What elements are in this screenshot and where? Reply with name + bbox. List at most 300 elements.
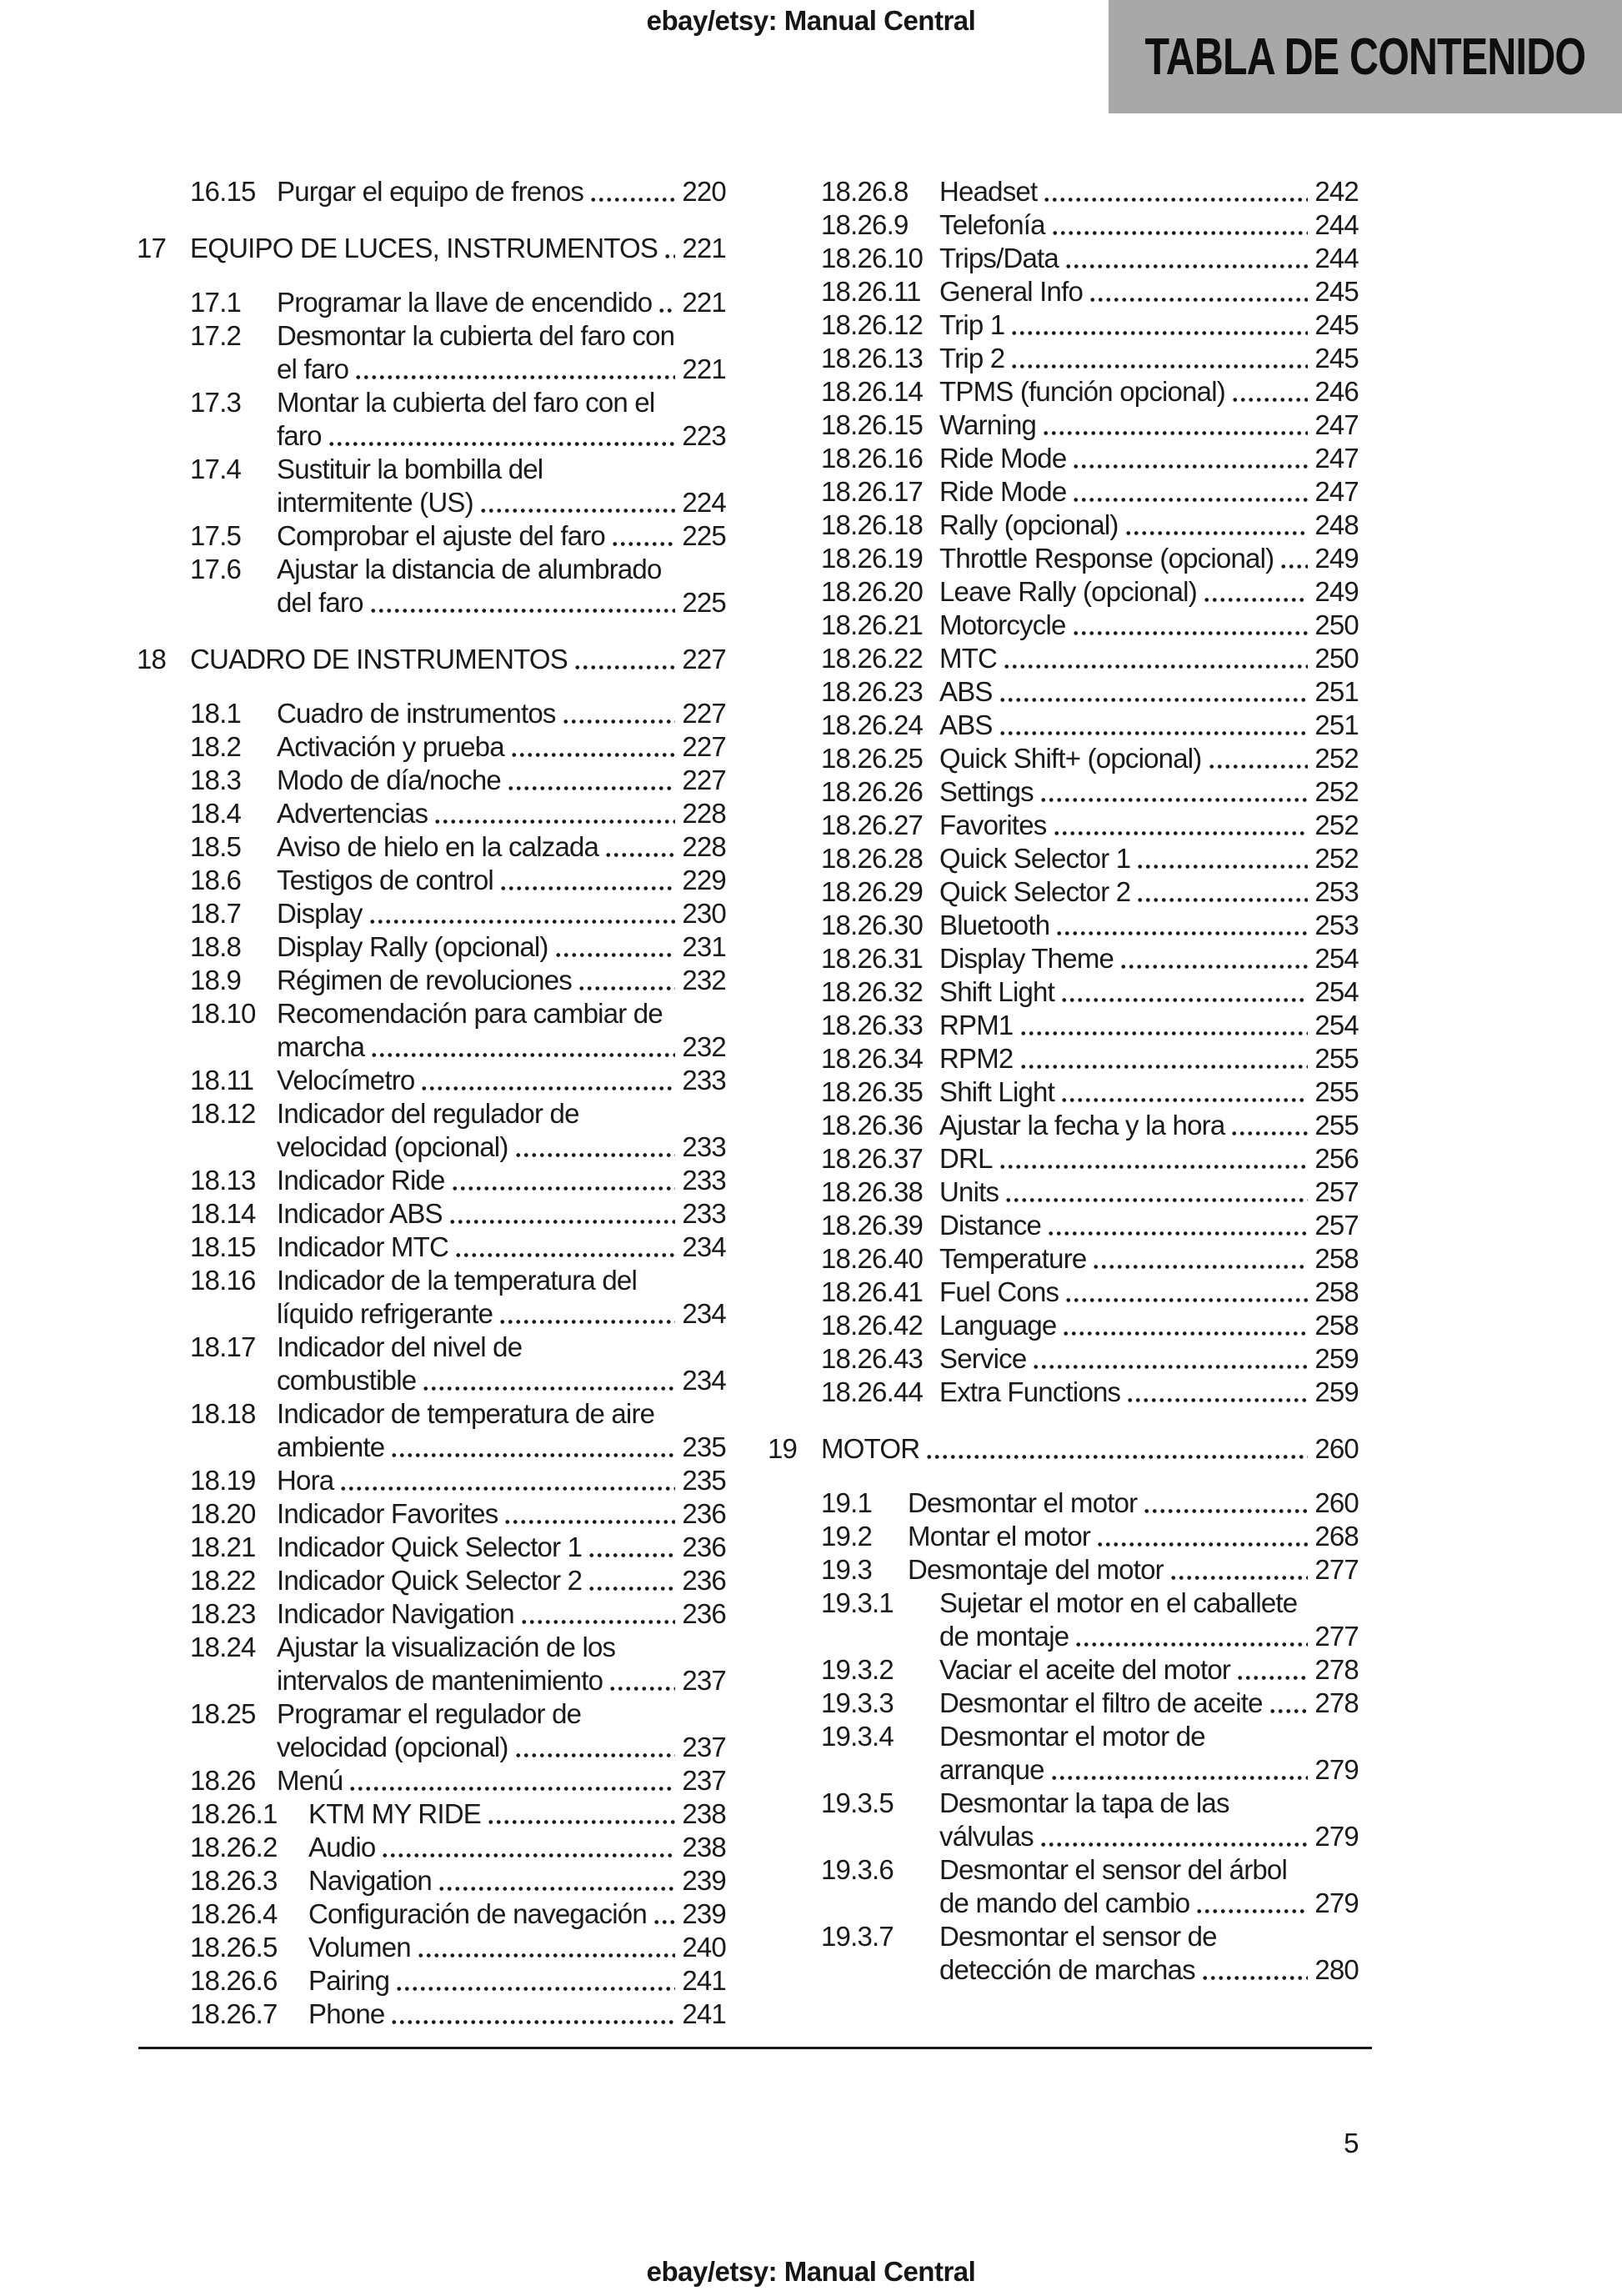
toc-entry-body [277,830,726,864]
toc-entry-body [939,1687,1359,1720]
dot-leader [1003,664,1308,669]
toc-entry [821,875,1359,909]
toc-entry-title: ambiente [277,1431,385,1462]
toc-entry-line [939,509,1359,542]
toc-entry-title: combustible [277,1365,417,1396]
toc-entry-number: 18.26.35 [821,1076,924,1107]
toc-entry-title: Display [277,898,363,929]
toc-entry [190,1764,726,1797]
toc-entry-body [308,1797,726,1831]
toc-entry-page: 239 [682,1865,726,1896]
dot-leader [420,1085,675,1091]
toc-entry-body [939,308,1359,342]
toc-entry-number: 19.3.2 [821,1654,894,1685]
toc-entry-title: Favorites [939,810,1047,840]
toc-entry-line [939,208,1359,242]
toc-entry-page: 231 [682,931,726,962]
toc-entry-title: velocidad (opcional) [277,1131,508,1162]
toc-entry [190,519,726,553]
dot-leader [499,885,675,891]
toc-entry [821,1920,1359,1987]
toc-entry-page: 229 [682,865,726,895]
toc-entry-title: Velocímetro [277,1065,415,1095]
toc-entry [190,386,726,453]
toc-entry-number: 18.26.29 [821,876,924,907]
toc-entry-title: TPMS (función opcional) [939,376,1225,407]
toc-entry-line [939,275,1359,308]
toc-entry-number: 18.7 [190,898,242,929]
toc-entry-body [277,1331,726,1397]
toc-entry-line [277,930,726,964]
dot-leader [390,2019,675,2025]
toc-entry-body [277,1564,726,1597]
toc-entry-page: 227 [682,731,726,762]
toc-entry-page: 221 [682,233,726,263]
toc-entry-number: 18.26.40 [821,1243,924,1274]
toc-entry-page: 258 [1314,1310,1359,1341]
toc-entry-body [308,1897,726,1931]
dot-leader [608,1686,675,1692]
toc-entry-title: Telefonía [939,209,1045,240]
toc-entry-title: Indicador Quick Selector 1 [277,1532,583,1562]
dot-leader [1208,764,1308,770]
toc-entry-title: Aviso de hielo en la calzada [277,831,599,862]
toc-entry-page: 240 [682,1932,726,1963]
toc-entry-line [308,1998,726,2031]
toc-entry [821,975,1359,1009]
toc-entry [190,175,726,208]
toc-entry-body [939,975,1359,1009]
dot-leader [514,1752,675,1758]
toc-entry-line: Desmontar el sensor de [939,1921,1217,1952]
toc-entry-title: Extra Functions [939,1376,1121,1407]
toc-entry-line: Indicador de la temperatura del [277,1265,637,1296]
toc-entry-title: Indicador ABS [277,1198,443,1229]
toc-entry-body [277,1764,726,1797]
toc-entry-body [939,875,1359,909]
toc-entry-number: 18.5 [190,831,242,862]
toc-entry [768,1432,1359,1466]
toc-entry [821,409,1359,442]
toc-entry-page: 245 [1314,309,1359,340]
dot-leader [1051,230,1308,236]
toc-entry-page: 223 [682,420,726,451]
toc-entry-number: 18.8 [190,931,242,962]
toc-entry-line [277,419,726,453]
toc-entry-line [277,286,726,319]
toc-entry-body [277,1097,726,1164]
toc-entry-body [277,1264,726,1331]
toc-entry-page: 277 [1314,1621,1359,1652]
toc-entry [190,1497,726,1531]
toc-entry-line [277,1664,726,1697]
toc-entry-title: líquido refrigerante [277,1298,493,1329]
toc-entry-line [939,1342,1359,1376]
toc-entry-line [190,643,726,676]
toc-entry-title: velocidad (opcional) [277,1732,508,1762]
dot-leader [1279,564,1308,569]
toc-entry-title: Fuel Cons [939,1276,1059,1307]
toc-entry-title: MOTOR [821,1433,920,1464]
toc-entry-number: 18.26.24 [821,709,924,740]
toc-entry [190,553,726,619]
toc-entry-page: 250 [1314,609,1359,640]
toc-entry-body [939,575,1359,609]
toc-entry [821,542,1359,575]
toc-entry-number: 18.26.5 [190,1932,278,1963]
toc-entry-title: Ajustar la fecha y la hora [939,1110,1225,1140]
toc-entry-page: 233 [682,1131,726,1162]
toc-entry-body [277,1164,726,1197]
toc-entry-title: Menú [277,1765,343,1796]
toc-entry-line [939,642,1359,675]
toc-entry-number: 18.25 [190,1698,256,1729]
toc-entry [190,764,726,797]
toc-entry-line [308,1897,726,1931]
dot-leader [999,1164,1308,1170]
toc-entry-title: marcha [277,1031,365,1062]
toc-entry-body [190,232,726,265]
dot-leader [1010,330,1308,336]
toc-entry-page: 234 [682,1298,726,1329]
toc-entry [821,1142,1359,1176]
toc-entry [190,1164,726,1197]
toc-entry-number: 18.4 [190,798,242,829]
toc-entry-line [277,1464,726,1497]
toc-entry-page: 221 [682,353,726,384]
toc-entry-number: 18.26.1 [190,1798,278,1829]
toc-entry [821,942,1359,975]
toc-entry-page: 253 [1314,876,1359,907]
toc-entry-title: Modo de día/noche [277,764,501,795]
toc-entry-line [939,442,1359,475]
dot-leader [438,1886,675,1892]
toc-entry-number: 18.26.19 [821,543,924,574]
toc-entry-number: 18.17 [190,1331,256,1362]
toc-entry-title: Trip 1 [939,309,1005,340]
dot-leader [487,1819,675,1825]
toc-entry-page: 227 [682,644,726,674]
dot-leader [368,919,675,925]
toc-entry-page: 255 [1314,1076,1359,1107]
toc-entry-number: 18.26.8 [821,176,909,207]
toc-entry [190,1564,726,1597]
dot-leader [395,1986,675,1992]
toc-entry-body [939,1242,1359,1276]
toc-entry-body [939,742,1359,775]
dot-leader [588,1552,675,1558]
toc-entry-line [277,1364,726,1397]
toc-entry-title: ABS [939,676,993,707]
toc-entry [821,1520,1359,1553]
toc-entry-body [277,697,726,730]
toc-entry-page: 258 [1314,1276,1359,1307]
toc-entry [190,697,726,730]
toc-entry-line [908,1486,1359,1520]
toc-entry-number: 18.26.16 [821,443,924,474]
toc-entry-body [277,1197,726,1231]
toc-entry-line [939,1376,1359,1409]
toc-entry [190,1864,726,1897]
toc-entry-body [908,1486,1359,1520]
toc-entry-line [190,232,726,265]
toc-entry-body [939,375,1359,409]
toc-entry-number: 18.26.36 [821,1110,924,1140]
toc-entry-page: 257 [1314,1210,1359,1241]
toc-entry-page: 279 [1314,1754,1359,1785]
toc-entry-line [277,1197,726,1231]
toc-entry-number: 18.26.25 [821,743,924,774]
dot-leader [390,1452,675,1458]
toc-entry-title: Purgar el equipo de frenos [277,176,584,207]
toc-entry [821,1242,1359,1276]
dot-leader [925,1454,1308,1460]
dot-leader [604,852,675,858]
toc-entry-line [939,775,1359,809]
toc-entry-body [277,730,726,764]
dot-leader [1269,1708,1308,1714]
toc-entry-line [277,1231,726,1264]
toc-entry [190,286,726,319]
toc-entry [190,864,726,897]
toc-entry-body [277,997,726,1064]
toc-entry [821,1176,1359,1209]
toc-entry-page: 255 [1314,1110,1359,1140]
toc-entry-number: 18.14 [190,1198,256,1229]
toc-entry-page: 228 [682,831,726,862]
toc-entry [190,1064,726,1097]
toc-entry-page: 252 [1314,776,1359,807]
toc-entry-number: 17.3 [190,387,242,418]
toc-entry-line [939,1887,1359,1920]
toc-entry-page: 245 [1314,276,1359,307]
toc-entry-line [277,486,726,519]
toc-entry-line [277,830,726,864]
toc-entry-page: 280 [1314,1954,1359,1985]
toc-entry-number: 18.26.37 [821,1143,924,1174]
dot-leader [1019,1064,1309,1070]
toc-entry-number: 17 [137,233,167,263]
dot-leader [454,1252,675,1258]
dot-leader [578,985,675,991]
toc-entry-line [939,1042,1359,1075]
toc-entry-body [277,1497,726,1531]
toc-entry-line [939,875,1359,909]
toc-entry-title: Distance [939,1210,1041,1241]
toc-entry-number: 19 [768,1433,798,1464]
toc-entry-page: 220 [682,176,726,207]
toc-entry-number: 19.3.3 [821,1687,894,1718]
toc-entry-body [939,1176,1359,1209]
toc-entry-title: del faro [277,587,363,618]
toc-entry-title: Display Theme [939,943,1114,974]
toc-entry-number: 18.13 [190,1165,256,1196]
toc-entry-number: 19.3.7 [821,1921,894,1952]
toc-entry-page: 260 [1314,1433,1359,1464]
toc-entry-title: intervalos de mantenimiento [277,1665,603,1696]
toc-entry-body [277,864,726,897]
toc-entry-body [277,1697,726,1764]
toc-entry-number: 18.26.4 [190,1898,278,1929]
toc-entry-title: Comprobar el ajuste del faro [277,520,605,551]
toc-entry [821,1376,1359,1409]
toc-entry-page: 232 [682,965,726,995]
toc-entry-line [277,1531,726,1564]
toc-entry-line [939,1620,1359,1653]
toc-entry [190,997,726,1064]
toc-entry-body [939,609,1359,642]
toc-entry [821,609,1359,642]
toc-entry-number: 18.26.3 [190,1865,278,1896]
toc-entry [190,319,726,386]
toc-entry-body [939,1209,1359,1242]
toc-entry-page: 221 [682,287,726,318]
dot-leader [1055,930,1308,936]
toc-entry [821,1309,1359,1342]
toc-entry-body [939,475,1359,509]
toc-entry-title: RPM2 [939,1043,1014,1074]
toc-entry-line [939,409,1359,442]
dot-leader [1047,1231,1308,1236]
toc-entry-page: 233 [682,1198,726,1229]
toc-entry [137,232,726,265]
toc-entry-line: Desmontar la cubierta del faro con [277,320,675,351]
toc-entry [190,1097,726,1164]
toc-entry-body [939,1653,1359,1687]
toc-entry [821,1653,1359,1687]
toc-entry-number: 18.26.26 [821,776,924,807]
toc-entry [821,1687,1359,1720]
toc-entry [190,1464,726,1497]
toc-entry-title: General Info [939,276,1084,307]
toc-entry-line [308,1797,726,1831]
toc-entry-body [277,897,726,930]
toc-entry [821,575,1359,609]
toc-entry-body [308,1831,726,1864]
toc-entry-page: 233 [682,1165,726,1196]
toc-entry [190,1964,726,1998]
toc-entry-number: 18.20 [190,1498,256,1529]
toc-entry-title: intermitente (US) [277,487,473,518]
toc-entry [190,1797,726,1831]
dot-leader [999,730,1308,736]
toc-entry-line [308,1831,726,1864]
toc-entry-number: 18.22 [190,1565,256,1596]
toc-entry-title: Warning [939,409,1037,440]
toc-entry-number: 17.4 [190,454,242,484]
toc-entry-title: EQUIPO DE LUCES, INSTRUMENTOS [190,233,658,263]
toc-entry-line [939,475,1359,509]
toc-entry [821,1787,1359,1853]
toc-entry-title: Cuadro de instrumentos [277,698,556,729]
toc-entry-line [939,175,1359,208]
toc-entry-line [277,586,726,619]
toc-entry-body [939,1342,1359,1376]
toc-entry-body [939,1853,1359,1920]
toc-entry-body [277,1597,726,1631]
dot-leader [507,785,675,791]
toc-entry-line [308,1864,726,1897]
toc-entry-number: 18.26.41 [821,1276,924,1307]
toc-entry-page: 225 [682,520,726,551]
toc-entry-body [939,1376,1359,1409]
toc-entry-page: 236 [682,1598,726,1629]
dot-leader [1236,1675,1308,1681]
toc-entry-number: 18.26.7 [190,1998,278,2029]
toc-entry-number: 18.26.18 [821,509,924,540]
toc-entry-number: 18.26.12 [821,309,924,340]
dot-leader [520,1619,675,1625]
toc-entry-body [939,675,1359,709]
toc-entry-title: Shift Light [939,1076,1054,1107]
toc-entry [190,830,726,864]
toc-entry-title: Motorcycle [939,609,1066,640]
toc-entry-page: 227 [682,764,726,795]
toc-entry-body [277,1531,726,1564]
toc-entry-page: 279 [1314,1821,1359,1852]
toc-entry-line [277,1297,726,1331]
toc-entry-body [308,1964,726,1998]
toc-entry-line [277,797,726,830]
toc-entry-page: 252 [1314,843,1359,874]
toc-entry-page: 237 [682,1765,726,1796]
toc-entry-page: 246 [1314,376,1359,407]
toc-entry-body [277,453,726,519]
toc-entry-page: 247 [1314,476,1359,507]
toc-entry-number: 18.26.14 [821,376,924,407]
toc-entry [821,475,1359,509]
toc-entry-number: 18.23 [190,1598,256,1629]
toc-entry-line [939,942,1359,975]
toc-entry [190,1597,726,1631]
toc-banner-title: TABLA DE CONTENIDO [1144,28,1586,86]
toc-entry-number: 18.26.30 [821,910,924,940]
toc-entry-line: Indicador de temperatura de aire [277,1398,655,1429]
footer-rule [138,2047,1372,2049]
dot-leader [1169,1575,1308,1581]
toc-entry [190,1631,726,1697]
toc-entry-body [939,1009,1359,1042]
toc-entry-title: Navigation [308,1865,432,1896]
toc-entry-line [277,1030,726,1064]
toc-entry-line [939,1687,1359,1720]
toc-entry-title: faro [277,420,322,451]
toc-entry-number: 18.26.31 [821,943,924,974]
toc-entry-line [277,519,726,553]
dot-leader [1060,997,1308,1003]
toc-entry-line [939,1176,1359,1209]
toc-entry-page: 241 [682,1998,726,2029]
toc-entry-body [939,542,1359,575]
dot-leader [658,308,675,313]
dot-leader [510,752,675,758]
toc-entry-number: 17.2 [190,320,242,351]
toc-entry-page: 249 [1314,576,1359,607]
toc-column-left [137,175,726,2031]
toc-entry-page: 249 [1314,543,1359,574]
toc-entry [190,730,726,764]
toc-entry-body [308,1864,726,1897]
toc-entry [821,1009,1359,1042]
dot-leader [1201,1975,1308,1981]
toc-entry-body [908,1553,1359,1587]
toc-entry [137,643,726,676]
toc-entry [190,797,726,830]
toc-entry-title: Indicador Favorites [277,1498,498,1529]
dot-leader [448,1219,675,1225]
toc-entry-line [277,1731,726,1764]
toc-entry-body [277,286,726,319]
